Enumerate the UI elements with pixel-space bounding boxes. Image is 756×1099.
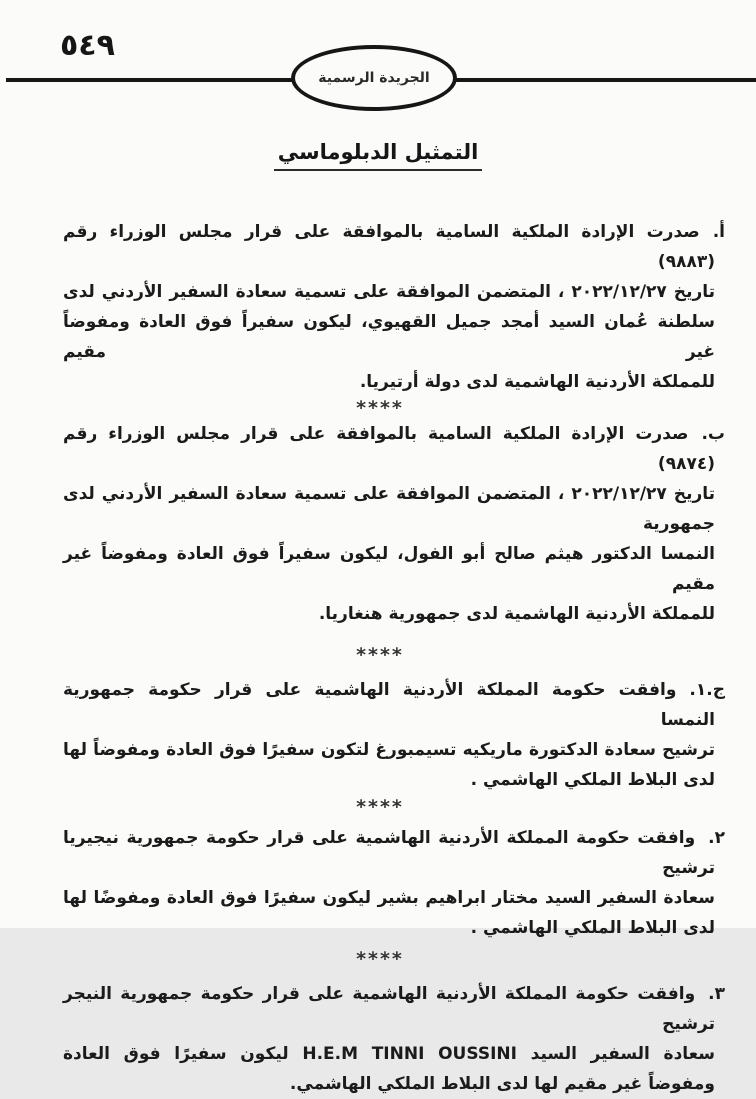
gazette-item-2 (63, 823, 725, 943)
item-marker: ج.١. (689, 680, 725, 700)
item-marker: أ. (712, 222, 725, 242)
item-line (63, 419, 725, 479)
item-line (63, 979, 725, 1039)
gazette-body (63, 217, 725, 1099)
section-title: التمثيل الدبلوماسي (274, 140, 483, 171)
item-marker: ٢. (708, 828, 725, 848)
item-line (63, 675, 725, 735)
gazette-item-b (63, 419, 725, 629)
item-line: لدى البلاط الملكي الهاشمي . (470, 770, 715, 790)
item-line: تاريخ ٢٠٢٢/١٢/٢٧ ، المتضمن الموافقة على تسمية سعادة السفير الأردني لدى جمهورية (63, 484, 715, 534)
gazette-seal (291, 45, 457, 111)
item-line: لدى البلاط الملكي الهاشمي . (470, 918, 715, 938)
item-marker: ٣. (708, 984, 725, 1004)
item-line: ترشيح سعادة الدكتورة ماريكيه تسيمبورغ لتكون سفيرًا فوق العادة ومفوضاً لها (63, 740, 715, 760)
item-line-text: وافقت حكومة المملكة الأردنية الهاشمية على قرار حكومة جمهورية النمسا (63, 680, 715, 730)
gazette-item-j1 (63, 675, 725, 795)
page-number: ٥٤٩ (60, 28, 115, 63)
item-line: النمسا الدكتور هيثم صالح أبو الفول، ليكون سفيراً فوق العادة ومفوضاً غير مقيم (63, 544, 715, 594)
stars-separator: **** (356, 644, 404, 666)
item-line: ومفوضاً غير مقيم لها لدى البلاط الملكي الهاشمي. (289, 1074, 715, 1094)
item-line: للمملكة الأردنية الهاشمية لدى دولة أرتيريا. (359, 372, 715, 392)
stars-separator: **** (356, 796, 404, 818)
item-line-text: صدرت الإرادة الملكية السامية بالموافقة على قرار مجلس الوزراء رقم (٩٨٧٤) (63, 424, 715, 474)
stars-separator: **** (356, 397, 404, 419)
gazette-seal-label: الجريدة الرسمية (318, 70, 430, 86)
item-line-text: صدرت الإرادة الملكية السامية بالموافقة على قرار مجلس الوزراء رقم (٩٨٨٣) (63, 222, 715, 272)
item-line: للمملكة الأردنية الهاشمية لدى جمهورية هنغاريا. (318, 604, 715, 624)
gazette-item-a (63, 217, 725, 397)
item-line-text: وافقت حكومة المملكة الأردنية الهاشمية على قرار حكومة جمهورية النيجر ترشيح (63, 984, 715, 1034)
item-line (63, 217, 725, 277)
gazette-item-3 (63, 979, 725, 1099)
item-line-text: وافقت حكومة المملكة الأردنية الهاشمية على قرار حكومة جمهورية نيجيريا ترشيح (63, 828, 715, 878)
item-line: سلطنة عُمان السيد أمجد جميل القهيوي، ليكون سفيراً فوق العادة ومفوضاً غير مقيم (63, 312, 715, 362)
item-line: سعادة السفير السيد H.E.M TINNI OUSSINI ليكون سفيرًا فوق العادة (63, 1044, 715, 1064)
item-line (63, 823, 725, 883)
item-line: تاريخ ٢٠٢٢/١٢/٢٧ ، المتضمن الموافقة على تسمية سعادة السفير الأردني لدى (63, 282, 715, 302)
item-line: سعادة السفير السيد مختار ابراهيم بشير ليكون سفيرًا فوق العادة ومفوضًا لها (63, 888, 715, 908)
item-marker: ب. (701, 424, 725, 444)
stars-separator: **** (356, 948, 404, 970)
